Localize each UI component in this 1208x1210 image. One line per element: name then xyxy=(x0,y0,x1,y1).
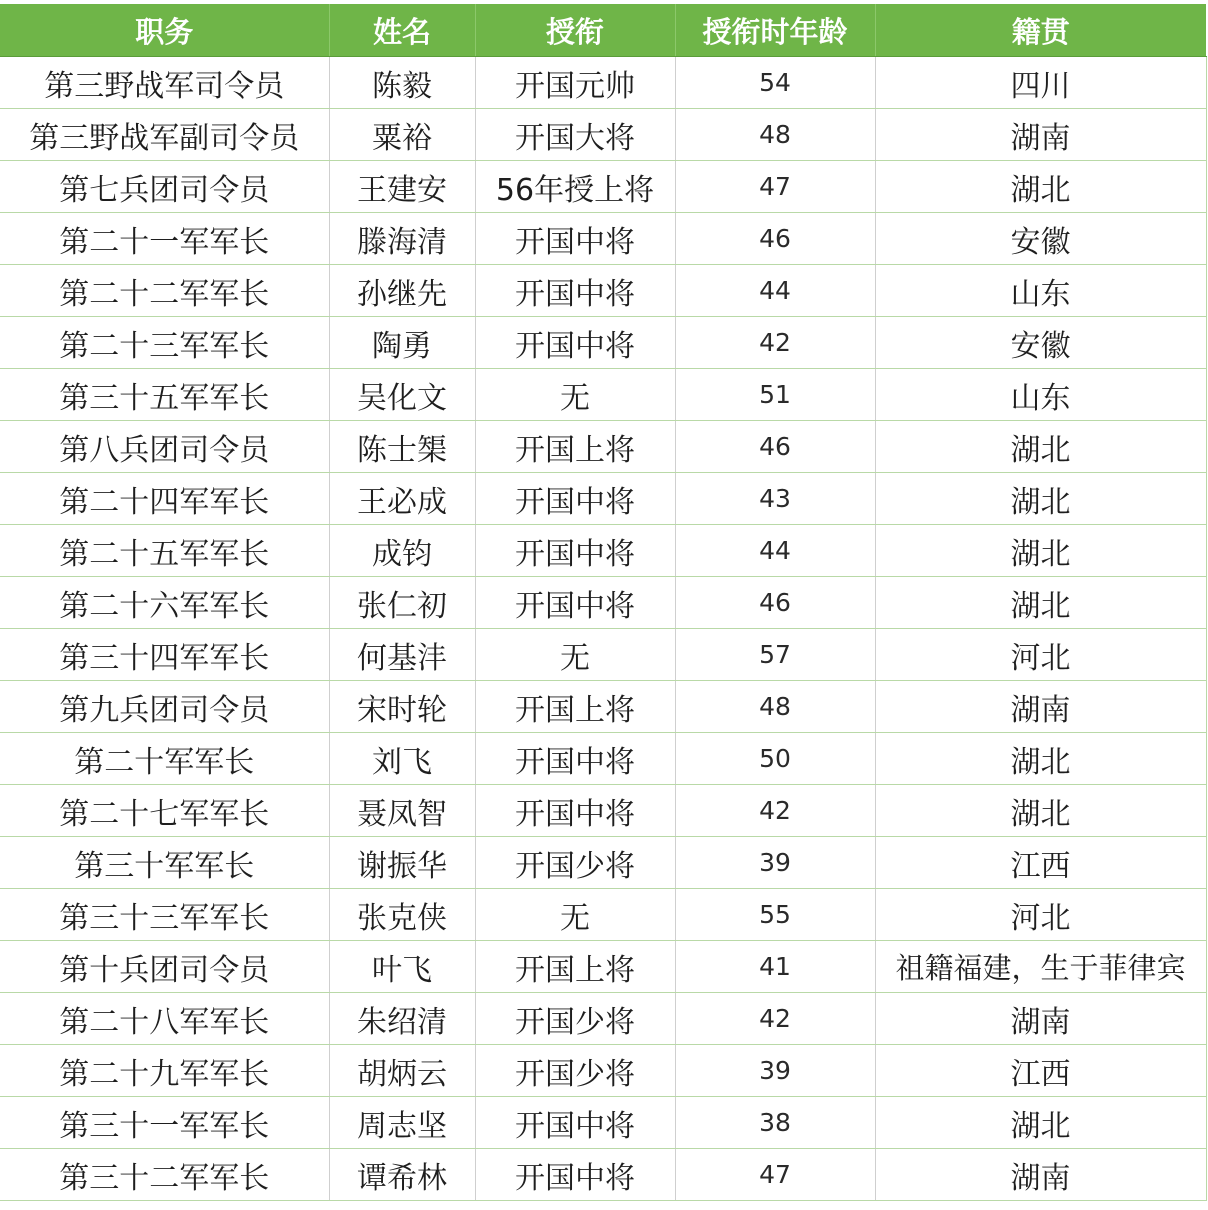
cell-rank: 开国上将 xyxy=(475,941,675,993)
cell-origin: 湖北 xyxy=(875,525,1206,577)
cell-rank: 开国中将 xyxy=(475,1097,675,1149)
cell-name: 聂凤智 xyxy=(329,785,475,837)
cell-name: 陈士榘 xyxy=(329,421,475,473)
cell-age: 48 xyxy=(675,681,875,733)
cell-rank: 开国少将 xyxy=(475,993,675,1045)
cell-position: 第二十一军军长 xyxy=(0,213,329,265)
cell-rank: 开国中将 xyxy=(475,265,675,317)
cell-position: 第二十军军长 xyxy=(0,733,329,785)
cell-position: 第三十一军军长 xyxy=(0,1097,329,1149)
cell-origin: 安徽 xyxy=(875,213,1206,265)
cell-position: 第二十九军军长 xyxy=(0,1045,329,1097)
cell-rank: 开国中将 xyxy=(475,577,675,629)
cell-rank: 无 xyxy=(475,629,675,681)
cell-age: 42 xyxy=(675,785,875,837)
cell-position: 第八兵团司令员 xyxy=(0,421,329,473)
cell-name: 陶勇 xyxy=(329,317,475,369)
table-row xyxy=(0,629,1206,681)
cell-rank: 开国中将 xyxy=(475,473,675,525)
cell-rank: 56年授上将 xyxy=(475,161,675,213)
cell-rank: 开国中将 xyxy=(475,213,675,265)
cell-position: 第二十二军军长 xyxy=(0,265,329,317)
cell-origin: 江西 xyxy=(875,837,1206,889)
cell-name: 孙继先 xyxy=(329,265,475,317)
cell-name: 何基沣 xyxy=(329,629,475,681)
cell-origin: 湖北 xyxy=(875,1097,1206,1149)
cell-position: 第三十军军长 xyxy=(0,837,329,889)
cell-origin: 湖北 xyxy=(875,785,1206,837)
cell-age: 41 xyxy=(675,941,875,993)
cell-origin: 安徽 xyxy=(875,317,1206,369)
cell-rank: 开国中将 xyxy=(475,1149,675,1201)
cell-origin: 湖南 xyxy=(875,681,1206,733)
cell-age: 47 xyxy=(675,1149,875,1201)
cell-origin: 湖北 xyxy=(875,733,1206,785)
cell-age: 42 xyxy=(675,993,875,1045)
cell-rank: 开国少将 xyxy=(475,837,675,889)
table-row xyxy=(0,421,1206,473)
cell-name: 滕海清 xyxy=(329,213,475,265)
table-row xyxy=(0,1097,1206,1149)
table-row xyxy=(0,941,1206,993)
cell-rank: 无 xyxy=(475,369,675,421)
cell-origin: 湖北 xyxy=(875,421,1206,473)
cell-name: 王必成 xyxy=(329,473,475,525)
cell-age: 46 xyxy=(675,213,875,265)
cell-name: 刘飞 xyxy=(329,733,475,785)
header-row xyxy=(0,4,1206,57)
officer-table-container xyxy=(0,4,1206,1201)
cell-position: 第九兵团司令员 xyxy=(0,681,329,733)
table-row xyxy=(0,1045,1206,1097)
table-row xyxy=(0,785,1206,837)
table-body xyxy=(0,57,1206,1201)
cell-age: 44 xyxy=(675,525,875,577)
cell-origin: 祖籍福建，生于菲律宾 xyxy=(875,941,1206,993)
table-row xyxy=(0,265,1206,317)
cell-position: 第十兵团司令员 xyxy=(0,941,329,993)
cell-rank: 开国上将 xyxy=(475,421,675,473)
table-row xyxy=(0,109,1206,161)
table-row xyxy=(0,733,1206,785)
table-row xyxy=(0,993,1206,1045)
cell-origin: 四川 xyxy=(875,57,1206,109)
cell-position: 第二十六军军长 xyxy=(0,577,329,629)
cell-name: 成钧 xyxy=(329,525,475,577)
cell-name: 宋时轮 xyxy=(329,681,475,733)
cell-position: 第三野战军司令员 xyxy=(0,57,329,109)
cell-origin: 湖北 xyxy=(875,161,1206,213)
header-rank: 授衔 xyxy=(475,4,675,57)
cell-name: 张克侠 xyxy=(329,889,475,941)
table-row xyxy=(0,837,1206,889)
cell-age: 51 xyxy=(675,369,875,421)
cell-age: 38 xyxy=(675,1097,875,1149)
cell-position: 第二十五军军长 xyxy=(0,525,329,577)
cell-age: 55 xyxy=(675,889,875,941)
table-row xyxy=(0,317,1206,369)
cell-age: 50 xyxy=(675,733,875,785)
table-row xyxy=(0,213,1206,265)
cell-origin: 山东 xyxy=(875,369,1206,421)
cell-position: 第三十五军军长 xyxy=(0,369,329,421)
table-row xyxy=(0,1149,1206,1201)
cell-age: 39 xyxy=(675,1045,875,1097)
cell-age: 48 xyxy=(675,109,875,161)
cell-age: 39 xyxy=(675,837,875,889)
cell-name: 张仁初 xyxy=(329,577,475,629)
cell-age: 46 xyxy=(675,577,875,629)
cell-name: 朱绍清 xyxy=(329,993,475,1045)
cell-origin: 山东 xyxy=(875,265,1206,317)
cell-name: 王建安 xyxy=(329,161,475,213)
cell-position: 第二十四军军长 xyxy=(0,473,329,525)
cell-rank: 开国中将 xyxy=(475,317,675,369)
table-header xyxy=(0,4,1206,57)
table-row xyxy=(0,369,1206,421)
cell-origin: 湖北 xyxy=(875,473,1206,525)
cell-name: 胡炳云 xyxy=(329,1045,475,1097)
table-row xyxy=(0,57,1206,109)
cell-position: 第二十三军军长 xyxy=(0,317,329,369)
cell-age: 57 xyxy=(675,629,875,681)
cell-origin: 湖南 xyxy=(875,109,1206,161)
table-row xyxy=(0,525,1206,577)
header-position: 职务 xyxy=(0,4,329,57)
cell-origin: 河北 xyxy=(875,629,1206,681)
cell-rank: 开国少将 xyxy=(475,1045,675,1097)
cell-origin: 湖南 xyxy=(875,1149,1206,1201)
cell-position: 第七兵团司令员 xyxy=(0,161,329,213)
cell-position: 第二十七军军长 xyxy=(0,785,329,837)
table-row xyxy=(0,681,1206,733)
table-row xyxy=(0,161,1206,213)
cell-rank: 开国中将 xyxy=(475,785,675,837)
cell-position: 第三十三军军长 xyxy=(0,889,329,941)
cell-origin: 湖北 xyxy=(875,577,1206,629)
cell-name: 谢振华 xyxy=(329,837,475,889)
cell-rank: 无 xyxy=(475,889,675,941)
cell-origin: 江西 xyxy=(875,1045,1206,1097)
cell-age: 47 xyxy=(675,161,875,213)
cell-age: 54 xyxy=(675,57,875,109)
cell-age: 44 xyxy=(675,265,875,317)
cell-name: 陈毅 xyxy=(329,57,475,109)
cell-position: 第三野战军副司令员 xyxy=(0,109,329,161)
cell-position: 第三十四军军长 xyxy=(0,629,329,681)
cell-position: 第二十八军军长 xyxy=(0,993,329,1045)
cell-rank: 开国中将 xyxy=(475,733,675,785)
cell-position: 第三十二军军长 xyxy=(0,1149,329,1201)
header-origin: 籍贯 xyxy=(875,4,1206,57)
cell-age: 43 xyxy=(675,473,875,525)
table-row xyxy=(0,473,1206,525)
cell-name: 叶飞 xyxy=(329,941,475,993)
cell-rank: 开国上将 xyxy=(475,681,675,733)
officer-table xyxy=(0,4,1207,1201)
cell-rank: 开国中将 xyxy=(475,525,675,577)
cell-rank: 开国元帅 xyxy=(475,57,675,109)
header-name: 姓名 xyxy=(329,4,475,57)
cell-age: 46 xyxy=(675,421,875,473)
cell-age: 42 xyxy=(675,317,875,369)
cell-origin: 湖南 xyxy=(875,993,1206,1045)
cell-rank: 开国大将 xyxy=(475,109,675,161)
cell-origin: 河北 xyxy=(875,889,1206,941)
cell-name: 吴化文 xyxy=(329,369,475,421)
header-age: 授衔时年龄 xyxy=(675,4,875,57)
cell-name: 粟裕 xyxy=(329,109,475,161)
table-row xyxy=(0,577,1206,629)
cell-name: 谭希林 xyxy=(329,1149,475,1201)
table-row xyxy=(0,889,1206,941)
cell-name: 周志坚 xyxy=(329,1097,475,1149)
